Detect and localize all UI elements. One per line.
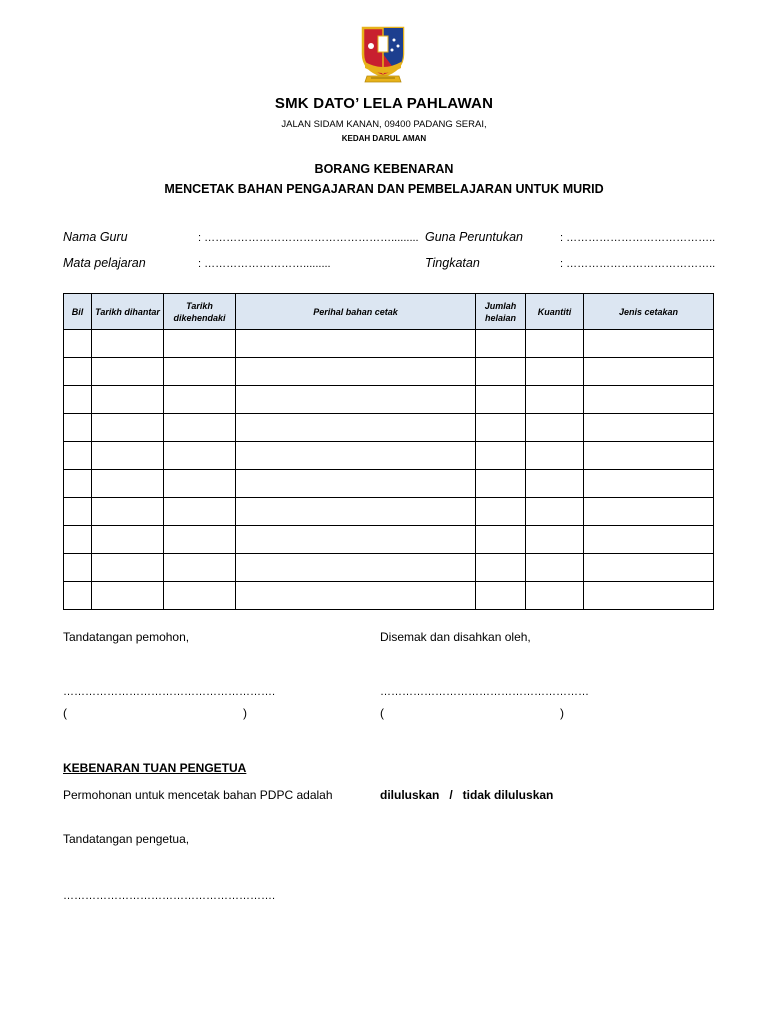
table-cell[interactable] <box>526 386 584 414</box>
table-cell[interactable] <box>476 414 526 442</box>
table-cell[interactable] <box>476 358 526 386</box>
mata-pelajaran-label: Mata pelajaran <box>63 256 146 270</box>
table-cell[interactable] <box>236 526 476 554</box>
table-cell[interactable] <box>64 414 92 442</box>
table-cell[interactable] <box>526 526 584 554</box>
table-row <box>64 554 714 582</box>
school-name: SMK DATO’ LELA PAHLAWAN <box>274 95 494 112</box>
table-cell[interactable] <box>92 414 164 442</box>
school-crest-logo <box>357 24 409 86</box>
table-cell[interactable] <box>236 386 476 414</box>
table-row <box>64 330 714 358</box>
table-cell[interactable] <box>526 498 584 526</box>
table-cell[interactable] <box>476 526 526 554</box>
table-cell[interactable] <box>92 386 164 414</box>
table-cell[interactable] <box>92 498 164 526</box>
table-cell[interactable] <box>164 554 236 582</box>
verifier-name-paren-open: ( <box>380 706 384 720</box>
tingkatan-field[interactable]: : ………………………………….. <box>560 258 716 270</box>
table-cell[interactable] <box>64 526 92 554</box>
table-cell[interactable] <box>92 554 164 582</box>
principal-signature-line[interactable]: …………………………………………………. <box>63 890 276 902</box>
table-cell[interactable] <box>64 386 92 414</box>
table-cell[interactable] <box>64 498 92 526</box>
table-cell[interactable] <box>164 498 236 526</box>
table-cell[interactable] <box>584 582 714 610</box>
table-cell[interactable] <box>164 414 236 442</box>
approval-statement: Permohonan untuk mencetak bahan PDPC adalah <box>63 788 333 802</box>
verifier-signature-label: Disemak dan disahkan oleh, <box>380 630 531 644</box>
table-cell[interactable] <box>236 582 476 610</box>
table-cell[interactable] <box>584 470 714 498</box>
table-cell[interactable] <box>526 358 584 386</box>
table-cell[interactable] <box>476 582 526 610</box>
table-cell[interactable] <box>92 526 164 554</box>
table-cell[interactable] <box>164 470 236 498</box>
school-address-line1: JALAN SIDAM KANAN, 09400 PADANG SERAI, <box>281 119 487 130</box>
table-cell[interactable] <box>584 526 714 554</box>
table-cell[interactable] <box>526 330 584 358</box>
form-title: BORANG KEBENARAN <box>314 162 454 176</box>
table-cell[interactable] <box>92 582 164 610</box>
table-cell[interactable] <box>92 330 164 358</box>
table-row <box>64 470 714 498</box>
table-cell[interactable] <box>164 526 236 554</box>
col-jumlah-helaian-header: Jumlah helaian <box>476 294 526 330</box>
table-cell[interactable] <box>584 330 714 358</box>
table-cell[interactable] <box>584 386 714 414</box>
table-header-row <box>64 294 714 330</box>
principal-signature-label: Tandatangan pengetua, <box>63 832 190 846</box>
table-row <box>64 358 714 386</box>
table-row <box>64 526 714 554</box>
print-request-table <box>63 293 714 610</box>
table-cell[interactable] <box>236 554 476 582</box>
table-cell[interactable] <box>164 582 236 610</box>
approval-heading: KEBENARAN TUAN PENGETUA <box>63 761 247 775</box>
table-cell[interactable] <box>584 498 714 526</box>
table-cell[interactable] <box>64 358 92 386</box>
col-bil-header: Bil <box>64 294 92 330</box>
verifier-name-paren-close: ) <box>560 706 564 720</box>
verifier-signature-line[interactable]: ………………………………………………… <box>380 686 589 698</box>
nama-guru-field[interactable]: : ……………………………………………......... <box>198 232 419 244</box>
table-cell[interactable] <box>236 498 476 526</box>
col-tarikh-dihantar-header: Tarikh dihantar <box>92 294 164 330</box>
nama-guru-label: Nama Guru <box>63 230 128 244</box>
table-cell[interactable] <box>236 358 476 386</box>
mata-pelajaran-field[interactable]: : ………………………......... <box>198 258 331 270</box>
tingkatan-label: Tingkatan <box>425 256 480 270</box>
table-cell[interactable] <box>526 470 584 498</box>
form-subtitle: MENCETAK BAHAN PENGAJARAN DAN PEMBELAJARAN UNTUK MURID <box>164 182 604 196</box>
table-cell[interactable] <box>236 330 476 358</box>
table-row <box>64 442 714 470</box>
table-cell[interactable] <box>236 414 476 442</box>
table-row <box>64 414 714 442</box>
applicant-name-paren-close: ) <box>243 706 247 720</box>
table-cell[interactable] <box>64 554 92 582</box>
table-cell[interactable] <box>526 582 584 610</box>
guna-peruntukan-field[interactable]: : ………………………………….. <box>560 232 716 244</box>
table-cell[interactable] <box>164 386 236 414</box>
col-jenis-cetakan-header: Jenis cetakan <box>584 294 714 330</box>
col-kuantiti-header: Kuantiti <box>526 294 584 330</box>
table-cell[interactable] <box>92 358 164 386</box>
table-cell[interactable] <box>64 470 92 498</box>
table-cell[interactable] <box>476 498 526 526</box>
approval-options[interactable]: diluluskan / tidak diluluskan <box>380 788 554 802</box>
table-cell[interactable] <box>584 554 714 582</box>
table-cell[interactable] <box>584 358 714 386</box>
table-row <box>64 386 714 414</box>
table-cell[interactable] <box>526 414 584 442</box>
applicant-signature-line[interactable]: …………………………………………………. <box>63 686 276 698</box>
applicant-signature-label: Tandatangan pemohon, <box>63 630 190 644</box>
table-cell[interactable] <box>476 470 526 498</box>
table-cell[interactable] <box>526 554 584 582</box>
table-cell[interactable] <box>476 386 526 414</box>
table-row <box>64 582 714 610</box>
table-cell[interactable] <box>164 442 236 470</box>
table-cell[interactable] <box>526 442 584 470</box>
applicant-name-paren-open: ( <box>63 706 67 720</box>
table-cell[interactable] <box>164 330 236 358</box>
table-cell[interactable] <box>64 330 92 358</box>
table-cell[interactable] <box>92 470 164 498</box>
table-cell[interactable] <box>92 442 164 470</box>
table-cell[interactable] <box>64 582 92 610</box>
table-cell[interactable] <box>236 470 476 498</box>
table-cell[interactable] <box>584 442 714 470</box>
table-row <box>64 498 714 526</box>
table-cell[interactable] <box>476 330 526 358</box>
table-cell[interactable] <box>164 358 236 386</box>
col-perihal-header: Perihal bahan cetak <box>236 294 476 330</box>
col-tarikh-dikehendaki-header: Tarikh dikehendaki <box>164 294 236 330</box>
guna-peruntukan-label: Guna Peruntukan <box>425 230 523 244</box>
table-cell[interactable] <box>584 414 714 442</box>
table-cell[interactable] <box>476 442 526 470</box>
table-cell[interactable] <box>64 442 92 470</box>
school-address-line2: KEDAH DARUL AMAN <box>341 134 427 143</box>
table-cell[interactable] <box>236 442 476 470</box>
table-cell[interactable] <box>476 554 526 582</box>
